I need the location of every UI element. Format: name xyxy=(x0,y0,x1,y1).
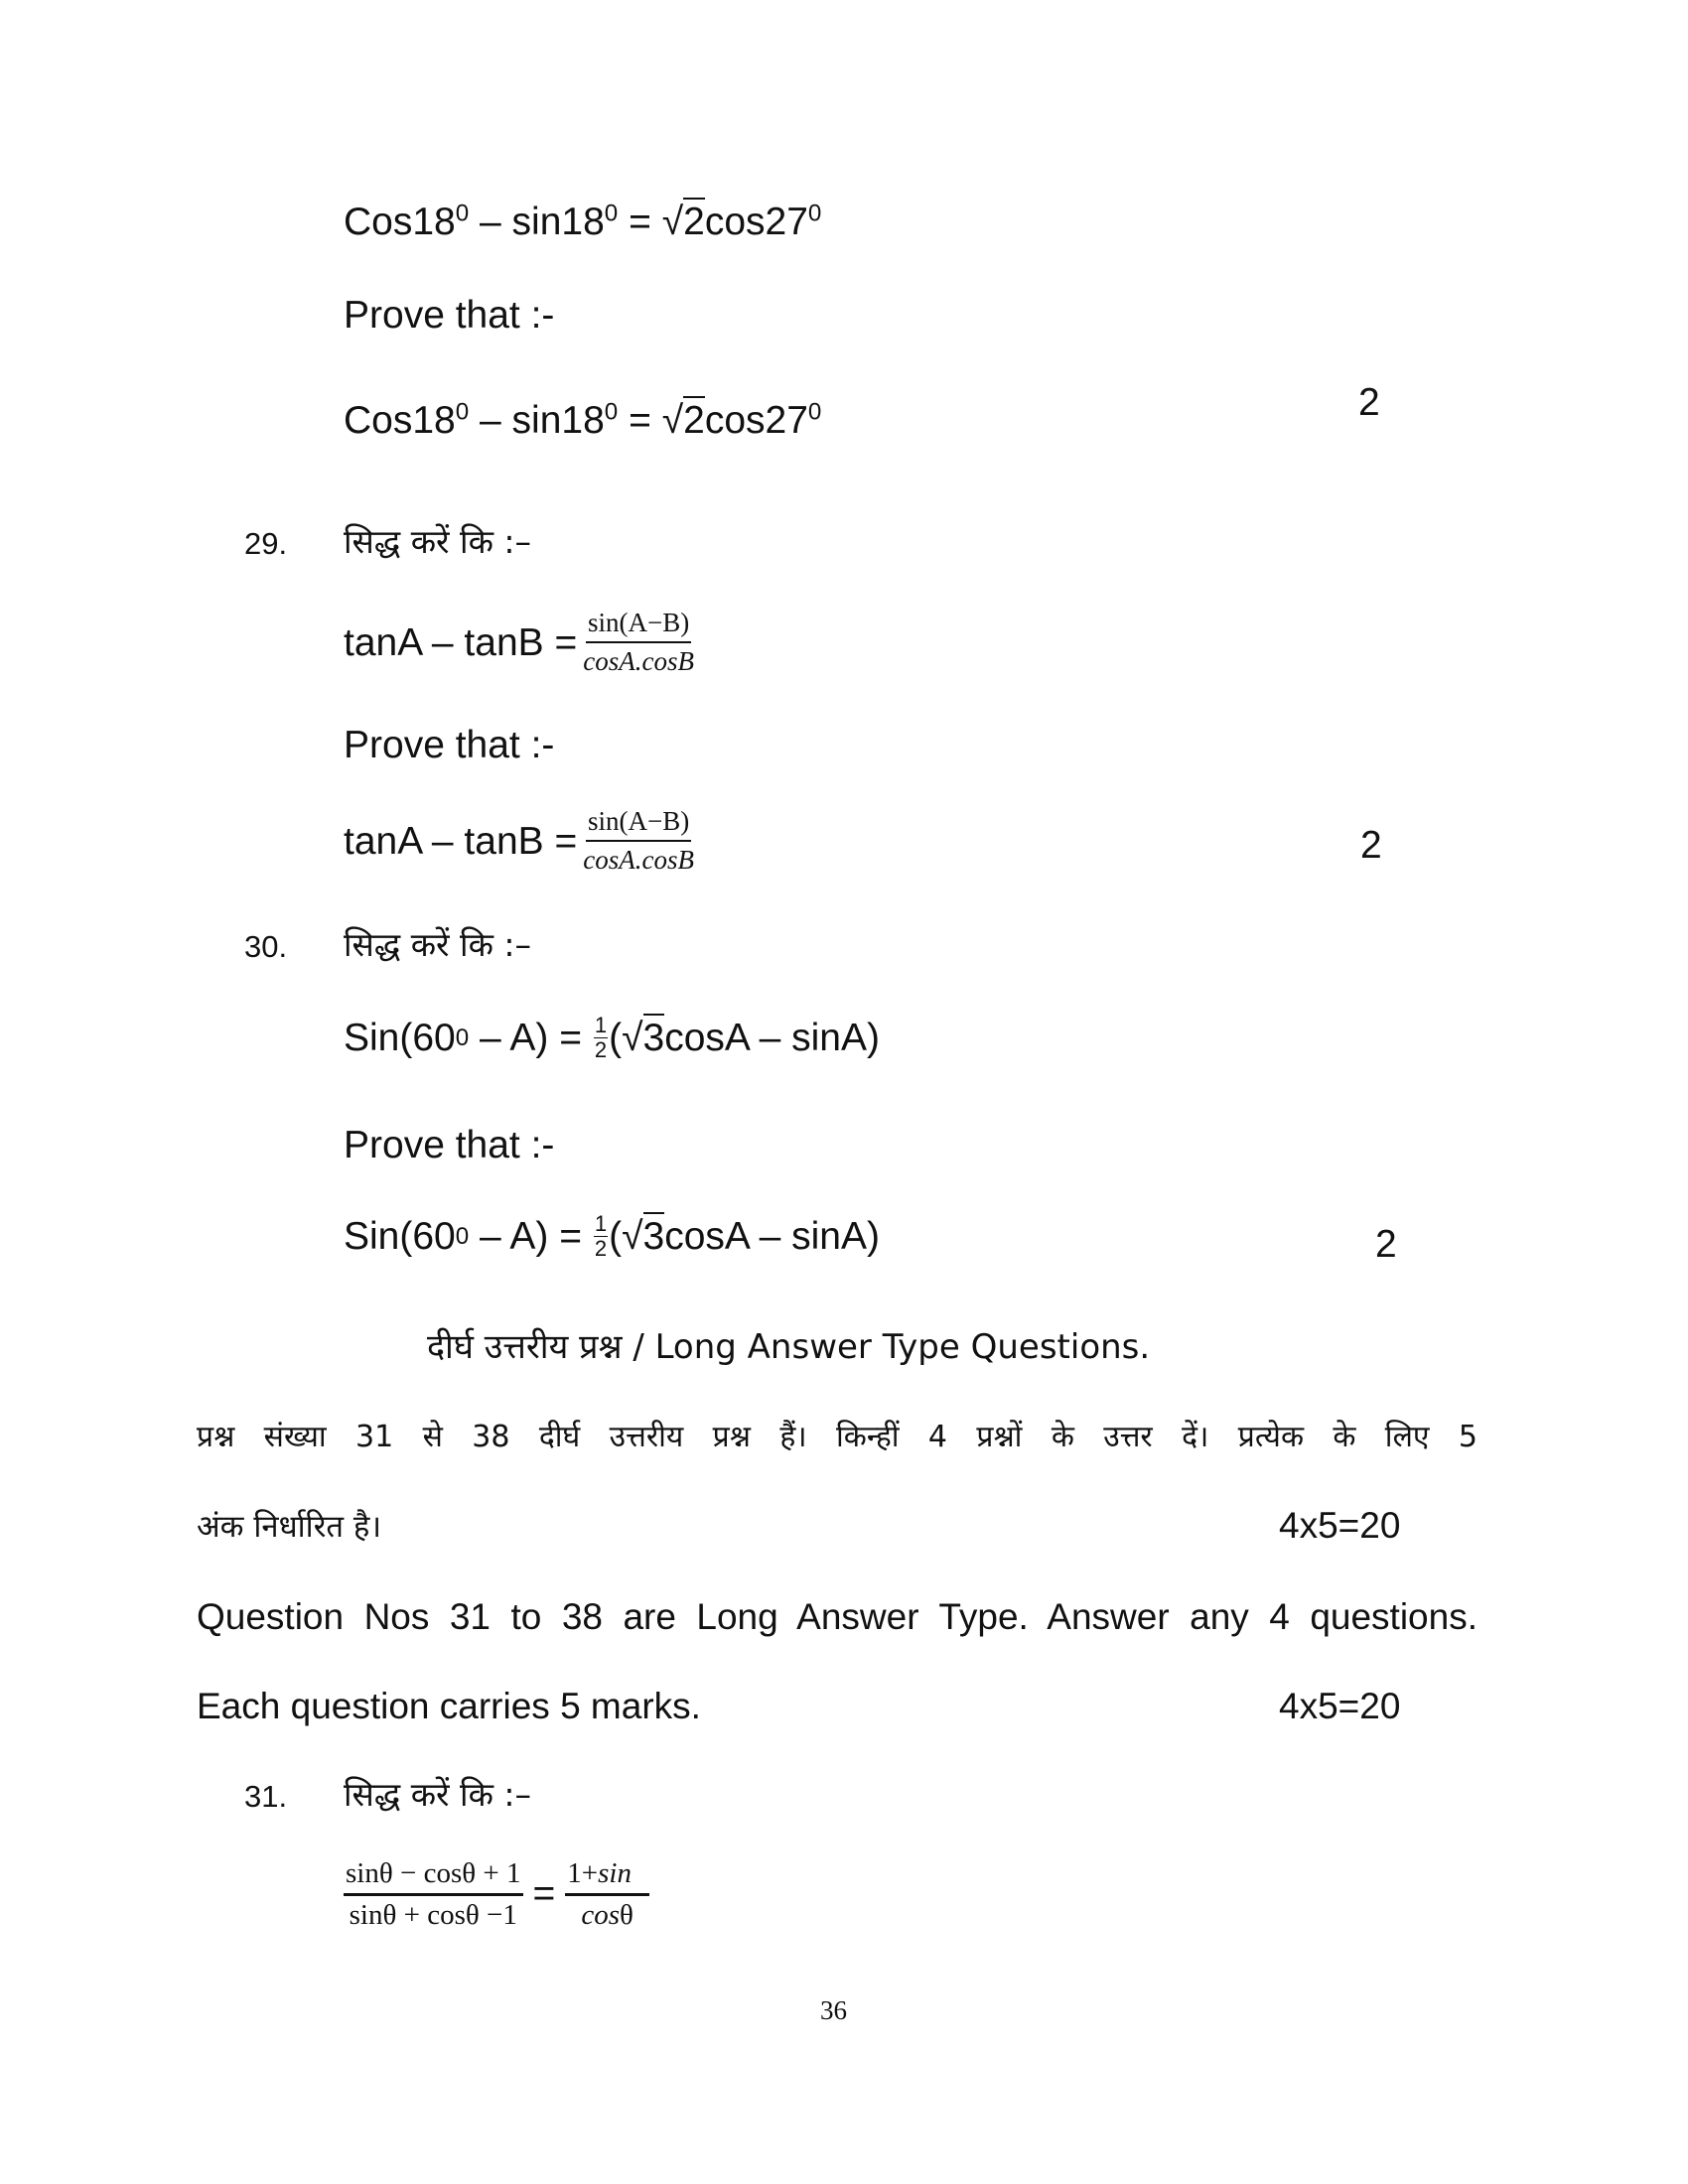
fraction xyxy=(581,806,696,876)
section-heading: दीर्घ उत्तरीय प्रश्न / Long Answer Type Questions. xyxy=(427,1327,1151,1367)
q30-marks: 2 xyxy=(1375,1223,1397,1266)
english-instruction-line1: Question Nos 31 to 38 are Long Answer Type. Answer any 4 questions. xyxy=(197,1596,1477,1637)
hindi-marks-total: 4x5=20 xyxy=(1279,1505,1401,1546)
q30-english-statement: Sin(60 0 – A) = $\frac{1}{2}$ ( √3 cosA – sinA) xyxy=(344,1211,880,1261)
q28-english-statement xyxy=(344,398,822,442)
q31-hindi-prompt: सिद्ध करें कि :– xyxy=(344,1775,532,1814)
fraction-numerator: sinθ − cosθ + 1 xyxy=(344,1856,523,1896)
expr-part: cosA – sinA) xyxy=(664,1017,880,1059)
fraction-denominator: cosA.cosB xyxy=(583,646,694,677)
q31-number: 31. xyxy=(244,1779,288,1814)
english-marks-total: 4x5=20 xyxy=(1279,1686,1401,1726)
rhs-fraction xyxy=(565,1856,649,1933)
q29-hindi-statement xyxy=(344,608,700,677)
sqrt-value: 3 xyxy=(643,1212,665,1258)
degree-mark: 0 xyxy=(455,200,470,227)
expr-part: – sin18 xyxy=(469,201,605,243)
fraction-denominator xyxy=(579,1896,635,1933)
expr-part: – A) = xyxy=(469,1017,593,1059)
degree-mark: 0 xyxy=(604,200,619,227)
sqrt-symbol: √2 xyxy=(662,203,705,241)
english-instruction-line2: Each question carries 5 marks. xyxy=(197,1686,701,1726)
hindi-instruction-line1: प्रश्न संख्या 31 से 38 दीर्घ उत्तरीय प्रश्न हैं। किन्हीं 4 प्रश्नों के उत्तर दें। प्रत्येक के लिए 5 xyxy=(197,1420,1477,1454)
expr-part: Cos18 xyxy=(344,201,456,243)
expr-part: cos27 xyxy=(704,399,808,442)
fraction xyxy=(581,608,696,677)
expr-part: 1+ xyxy=(567,1857,599,1889)
expr-part: cos xyxy=(581,1898,621,1931)
fraction-numerator: sin(A−B) xyxy=(586,608,691,643)
expr-part: – sin18 xyxy=(469,399,605,442)
half-fraction xyxy=(594,1015,608,1061)
expr-part: ( xyxy=(609,1017,623,1059)
prove-that-label: Prove that :- xyxy=(344,724,555,766)
equals-sign: = xyxy=(532,1872,556,1916)
sqrt-value: 3 xyxy=(643,1014,665,1059)
q30-number: 30. xyxy=(244,929,288,964)
lhs-fraction xyxy=(344,1856,523,1933)
sqrt-value: 2 xyxy=(683,198,705,243)
prove-that-label: Prove that :- xyxy=(344,294,555,337)
page-number: 36 xyxy=(820,1995,847,2025)
expr-part: cos27 xyxy=(704,201,808,243)
q30-hindi-prompt: सिद्ध करें कि :– xyxy=(344,925,532,964)
fraction-numerator: 1 xyxy=(594,1211,608,1236)
expr-lhs: tanA – tanB = xyxy=(344,620,578,664)
sqrt-symbol: √3 xyxy=(622,1019,664,1057)
q29-marks: 2 xyxy=(1360,824,1382,867)
fraction-denominator: cosA.cosB xyxy=(583,845,694,876)
degree-mark: 0 xyxy=(807,398,822,426)
expr-part: ( xyxy=(609,1215,623,1258)
degree-mark: 0 xyxy=(807,200,822,227)
fraction-numerator xyxy=(565,1856,649,1896)
q29-hindi-prompt: सिद्ध करें कि :– xyxy=(344,522,532,561)
expr-part: – A) = xyxy=(469,1215,593,1258)
q29-english-statement xyxy=(344,806,700,876)
half-fraction xyxy=(594,1213,608,1260)
expr-part: θ xyxy=(620,1898,633,1931)
expr-lhs: tanA – tanB = xyxy=(344,819,578,863)
fraction-denominator: 2 xyxy=(594,1236,608,1261)
q28-marks: 2 xyxy=(1358,381,1380,424)
q30-hindi-statement: Sin(60 0 – A) = $\frac{1}{2}$ ( √3 cosA – sinA) xyxy=(344,1013,880,1062)
sqrt-symbol: √3 xyxy=(622,1217,664,1256)
fraction-numerator: 1 xyxy=(594,1013,608,1037)
sqrt-symbol: √2 xyxy=(662,401,705,440)
q29-number: 29. xyxy=(244,526,288,561)
degree-mark: 0 xyxy=(455,398,470,426)
q31-statement xyxy=(344,1856,649,1933)
fraction-denominator: sinθ + cosθ −1 xyxy=(349,1898,517,1931)
expr-part: Sin(60 xyxy=(344,1017,456,1059)
q28-hindi-statement xyxy=(344,200,822,243)
sqrt-value: 2 xyxy=(683,396,705,442)
fraction-denominator: 2 xyxy=(594,1037,608,1062)
prove-that-label: Prove that :- xyxy=(344,1124,555,1166)
fraction-numerator: sin(A−B) xyxy=(586,806,691,842)
expr-part: cosA – sinA) xyxy=(664,1215,880,1258)
hindi-instruction-line2: अंक निर्धारित है। xyxy=(197,1509,382,1545)
degree-mark: 0 xyxy=(604,398,619,426)
expr-part: = xyxy=(618,399,662,442)
expr-part: sin xyxy=(598,1857,632,1889)
expr-part: Cos18 xyxy=(344,399,456,442)
expr-part: Sin(60 xyxy=(344,1215,456,1258)
expr-part: = xyxy=(618,201,662,243)
